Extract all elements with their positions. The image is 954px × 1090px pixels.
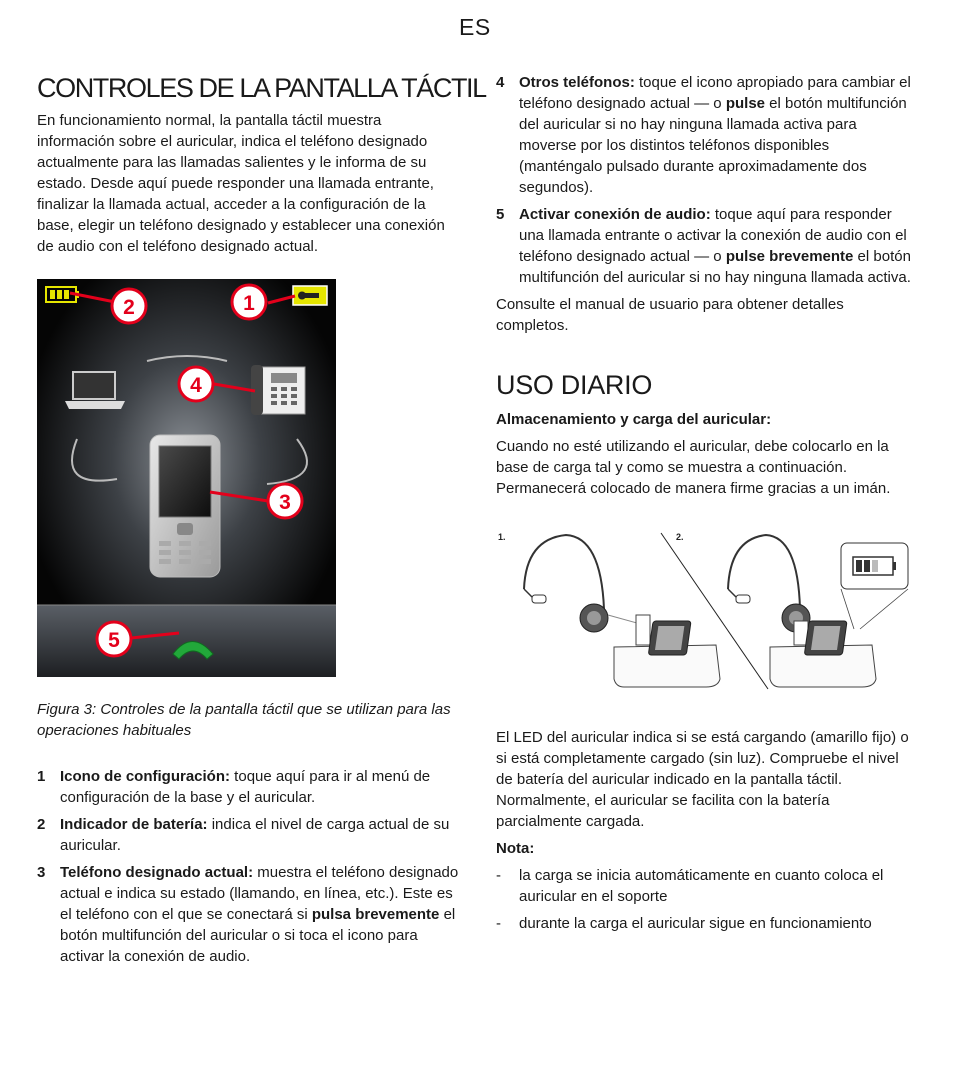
list-item: 5 Activar conexión de audio: toque aquí para responder una llamada entrante o activar la conexión de audio con el teléfono designado actual — o pulse brevemente el botón multifunción del auricular si no hay ninguna llamada activa. bbox=[496, 206, 911, 286]
charging-figure bbox=[496, 529, 914, 699]
consult-paragraph: Consulte el manual de usuario para obtener detalles completos. bbox=[496, 296, 844, 334]
list-item: 4 Otros teléfonos: toque el icono apropiado para cambiar el teléfono designado actual — o pulse el botón multifunción del auricular si no hay ninguna llamada activa para moverse por los distintos teléfonos disponibles (manténgalo pulsado durante aproximadamente dos segundos). bbox=[496, 74, 911, 196]
led-paragraph: El LED del auricular indica si se está cargando (amarillo fijo) o si está completamente cargado (sin luz). Compruebe el nivel de batería del auricular indicado en la pantalla táctil. Normalmente, el auricular se facilita con la batería parcialmente cargada. bbox=[496, 729, 909, 830]
right-column bbox=[496, 72, 916, 940]
list-item: - la carga se inicia automáticamente en cuanto coloca el auricular en el soporte bbox=[496, 867, 884, 905]
charging-base-icon bbox=[770, 621, 876, 687]
headset-icon bbox=[728, 535, 810, 632]
desk-phone-icon[interactable] bbox=[251, 365, 305, 415]
subheading: Almacenamiento y carga del auricular: bbox=[496, 411, 772, 428]
callout-3: 3 bbox=[279, 491, 291, 514]
callout-4: 4 bbox=[190, 374, 202, 397]
touchscreen-illustration bbox=[37, 279, 336, 677]
battery-zoom-icon bbox=[841, 543, 908, 589]
touchscreen-figure bbox=[37, 279, 336, 677]
step-1-label: 1. bbox=[498, 532, 506, 542]
figure-caption: Figura 3: Controles de la pantalla táctil que se utilizan para las operaciones habituales bbox=[37, 701, 451, 739]
list-item: - durante la carga el auricular sigue en funcionamiento bbox=[496, 915, 872, 932]
charging-illustration bbox=[496, 529, 914, 699]
intro-paragraph: En funcionamiento normal, la pantalla táctil muestra información sobre el auricular, indica el teléfono designado actualmente para las llamadas salientes y le informa de su estado. Desde aquí puede responder una llamada entrante, finalizar la llamada actual, acceder a la configuración de la base, elegir un teléfono designado y establecer una conexión de audio con el teléfono designado actual. bbox=[37, 112, 445, 255]
wrench-icon[interactable] bbox=[293, 286, 327, 305]
controls-list-right bbox=[496, 72, 916, 288]
list-item: 1 Icono de configuración: toque aquí para ir al menú de configuración de la base y el auricular. bbox=[37, 768, 431, 806]
storage-paragraph: Cuando no esté utilizando el auricular, debe colocarlo en la base de carga tal y como se muestra a continuación. Permanecerá colocado de manera firme gracias a un imán. bbox=[496, 438, 891, 497]
charging-base-icon bbox=[614, 615, 720, 687]
list-item: 3 Teléfono designado actual: muestra el teléfono designado actual e indica su estado (llamando, en línea, etc.). Este es el teléfono con el que se conectará si pulsa brevemente el botón multifunción del auricular o si toca el icono para activar la conexión de audio. bbox=[37, 864, 459, 965]
note-title: Nota: bbox=[496, 840, 535, 857]
section-title: USO DIARIO bbox=[496, 370, 653, 400]
list-item: 2 Indicador de batería: indica el nivel de carga actual de su auricular. bbox=[37, 816, 450, 854]
callout-1: 1 bbox=[243, 292, 255, 315]
laptop-icon[interactable] bbox=[65, 372, 125, 409]
page-title: CONTROLES DE LA PANTALLA TÁCTIL bbox=[37, 73, 486, 103]
mobile-phone-icon[interactable] bbox=[150, 435, 220, 577]
language-code: ES bbox=[459, 14, 491, 40]
left-column bbox=[37, 72, 486, 973]
step-2-label: 2. bbox=[676, 532, 684, 542]
callout-2: 2 bbox=[123, 296, 135, 319]
callout-5: 5 bbox=[108, 629, 120, 652]
controls-list-left bbox=[37, 766, 461, 967]
headset-icon bbox=[524, 535, 608, 632]
notes-list bbox=[496, 865, 916, 934]
